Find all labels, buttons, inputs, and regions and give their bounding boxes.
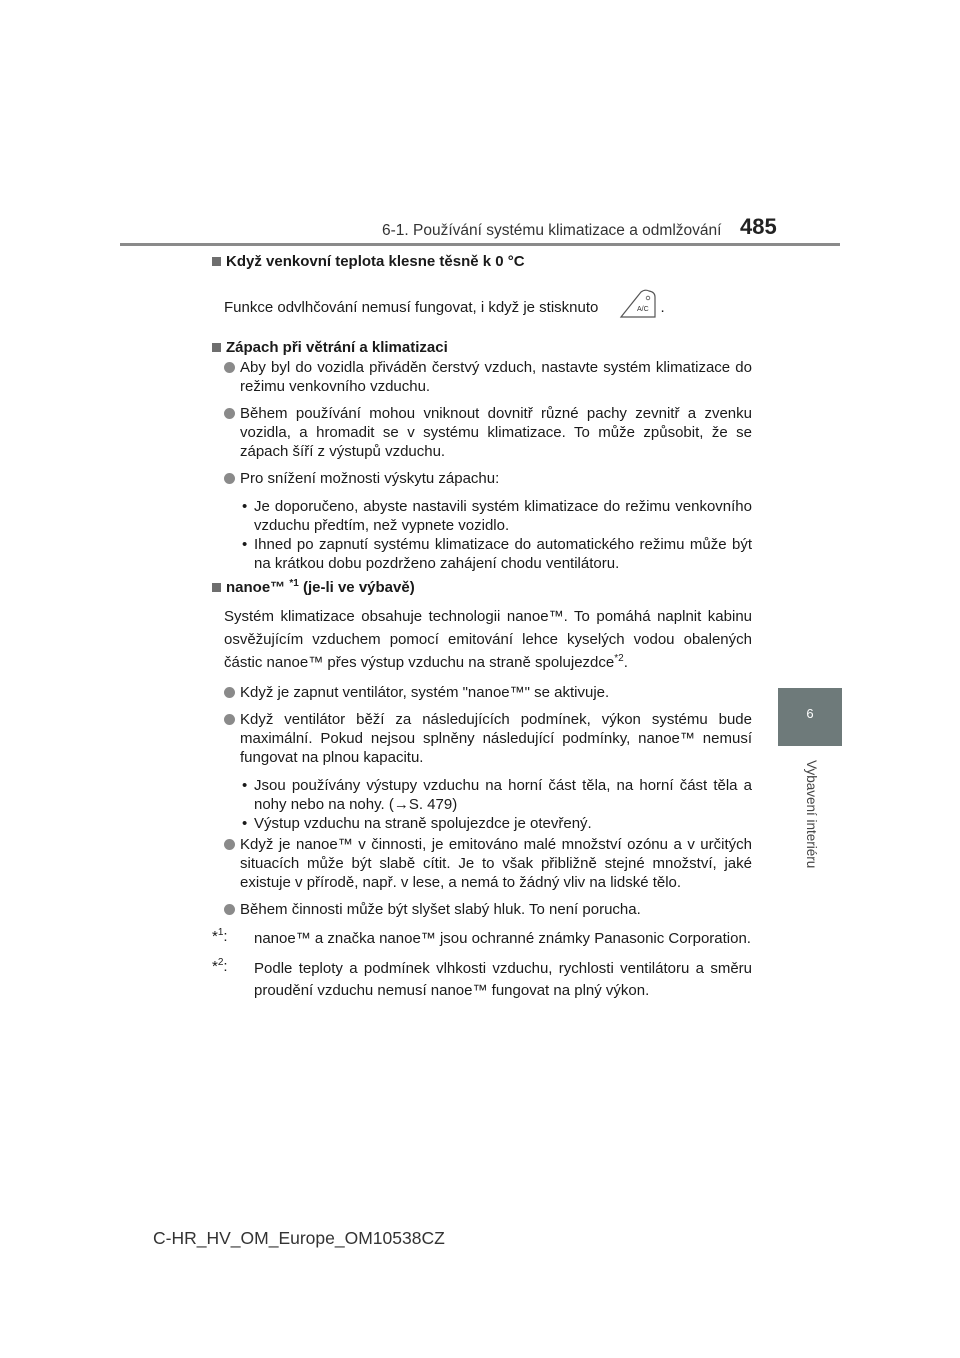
ac-button-icon bbox=[607, 289, 657, 327]
square-bullet-icon bbox=[212, 257, 221, 266]
heading-nanoe: nanoe™ $^{*1}$ (je-li ve výbavě) bbox=[212, 578, 752, 597]
odor-bullet: Aby byl do vozidla přiváděn čerstvý vzduch, nastavte systém klimatizace do režimu venkovního vzduchu. bbox=[212, 358, 752, 396]
round-bullet-icon bbox=[224, 473, 235, 484]
nanoe-bullet: Když je nanoe™ v činnosti, je emitováno malé množství ozónu a v určitých situacích může být slabě cítit. Je to však přibližně stejné množství, jaké existuje v přírodě, např. v lese, a nemá to žádný vliv na lidské tělo. bbox=[212, 835, 752, 892]
round-bullet-icon bbox=[224, 904, 235, 915]
nanoe-subbullet: • Jsou používány výstupy vzduchu na horní část těla, na horní část těla a nohy nebo na nohy. (→S. 479) bbox=[242, 777, 752, 813]
square-bullet-icon bbox=[212, 343, 221, 352]
chapter-label: Vybavení interiéru bbox=[804, 760, 819, 869]
round-bullet-icon bbox=[224, 408, 235, 419]
document-id: C-HR_HV_OM_Europe_OM10538CZ bbox=[153, 1228, 445, 1248]
odor-bullet: Pro snížení možnosti výskytu zápachu: bbox=[212, 469, 752, 488]
page-number: 485 bbox=[740, 214, 777, 239]
round-bullet-icon bbox=[224, 687, 235, 698]
nanoe-subbullet: • Výstup vzduchu na straně spolujezdce je otevřený. bbox=[242, 815, 592, 832]
square-bullet-icon bbox=[212, 583, 221, 592]
chapter-number: 6 bbox=[806, 706, 814, 721]
section-title: 6-1. Používání systému klimatizace a odmlžování bbox=[382, 222, 722, 239]
heading-odor: Zápach při větrání a klimatizaci bbox=[212, 338, 752, 357]
nanoe-intro: Systém klimatizace obsahuje technologii nanoe™. To pomáhá naplnit kabinu osvěžujícím vzduchem pomocí emitování lehce kyselých vodou obalených částic nanoe™ přes výstup vzduchu na straně spolujezdce$^{*2}$. bbox=[224, 608, 752, 671]
nanoe-bullet: Během činnosti může být slyšet slabý hluk. To není porucha. bbox=[212, 900, 752, 919]
main-content bbox=[212, 252, 752, 1002]
nanoe-bullet: Když je zapnut ventilátor, systém "nanoe™" se aktivuje. bbox=[212, 683, 752, 702]
round-bullet-icon bbox=[224, 714, 235, 725]
nanoe-bullet: Když ventilátor běží za následujících podmínek, výkon systému bude maximální. Pokud nejsou splněny následující podmínky, nanoe™ nemusí fungovat na plnou kapacitu. bbox=[212, 710, 752, 767]
heading-low-temp: Když venkovní teplota klesne těsně k 0 °C bbox=[212, 252, 752, 271]
footnote: *$^2$: Podle teploty a podmínek vlhkosti vzduchu, rychlosti ventilátoru a směru proudění vzduchu nemusí nanoe™ fungovat na plný výkon. bbox=[212, 957, 752, 999]
footnote: *$^1$: nanoe™ a značka nanoe™ jsou ochranné známky Panasonic Corporation. bbox=[212, 927, 751, 947]
low-temp-text: Funkce odvlhčování nemusí fungovat, i když je stisknuto A/C . bbox=[212, 289, 752, 327]
round-bullet-icon bbox=[224, 839, 235, 850]
odor-subbullet: • Je doporučeno, abyste nastavili systém klimatizace do režimu venkovního vzduchu předtím, než vypnete vozidlo. bbox=[242, 498, 752, 534]
header-divider bbox=[120, 243, 840, 246]
svg-text:A/C: A/C bbox=[636, 306, 649, 313]
round-bullet-icon bbox=[224, 362, 235, 373]
odor-subbullet: • Ihned po zapnutí systému klimatizace do automatického režimu může být na krátkou dobu pozdrženo zahájení chodu ventilátoru. bbox=[242, 536, 752, 572]
odor-bullet: Během používání mohou vniknout dovnitř různé pachy zevnitř a zvenku vozidla, a hromadit se v systému klimatizace. To může způsobit, že se zápach šíří z výstupů vzduchu. bbox=[212, 404, 752, 461]
